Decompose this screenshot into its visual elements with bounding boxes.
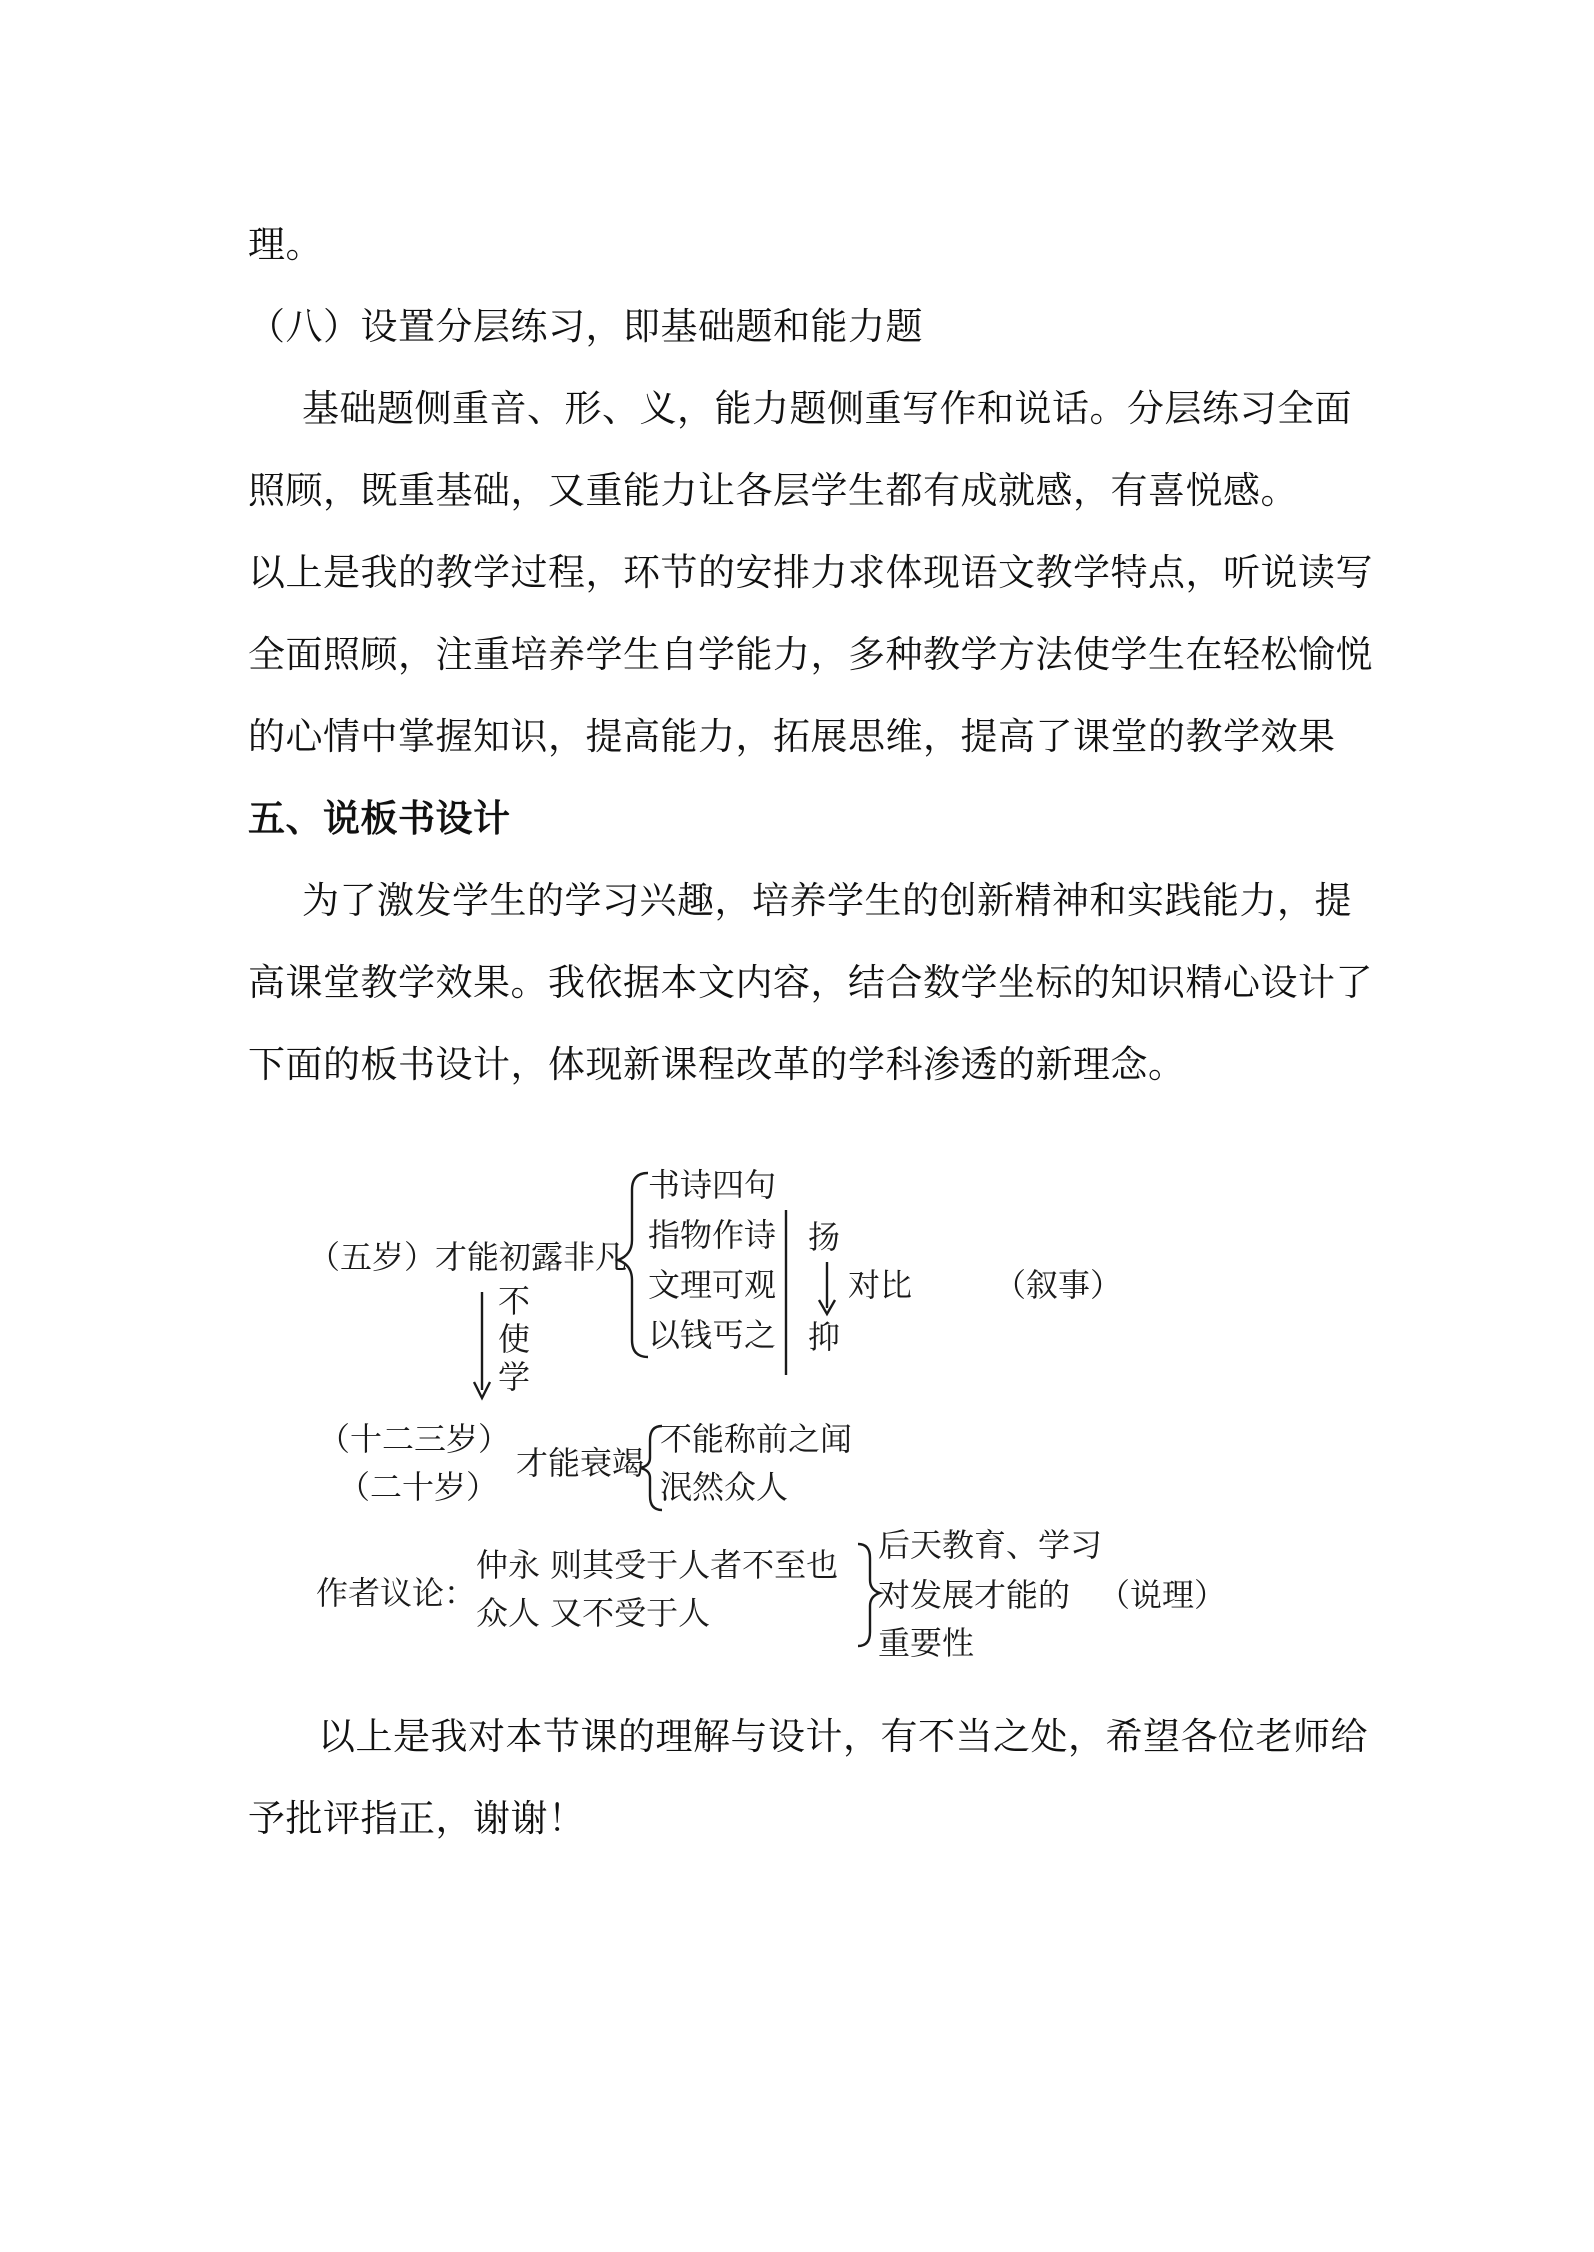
paragraph-line: 予批评指正，谢谢！ — [248, 1797, 586, 1840]
comment-brace — [858, 1544, 880, 1646]
praise-label: 扬 — [808, 1218, 841, 1256]
section-heading: 五、说板书设计 — [248, 797, 511, 840]
stage2-label: 才能衰竭 — [516, 1444, 645, 1482]
not-learn-char: 使 — [498, 1320, 531, 1358]
reasoning-label: （说理） — [1098, 1576, 1227, 1614]
stage1-item: 指物作诗 — [648, 1216, 777, 1254]
not-learn-char: 学 — [498, 1358, 531, 1396]
age-twelve-label: （十二三岁） — [318, 1420, 511, 1458]
conclusion-line: 重要性 — [878, 1624, 975, 1662]
paragraph-line: 高课堂教学效果。我依据本文内容，结合数学坐标的知识精心设计了 — [248, 961, 1373, 1004]
transition-arrow-head — [474, 1382, 490, 1398]
narration-label: （叙事） — [994, 1266, 1123, 1304]
contrast-arrow-head — [819, 1300, 835, 1314]
paragraph-line: 以上是我的教学过程，环节的安排力求体现语文教学特点，听说读写 — [248, 551, 1373, 594]
stage1-brace — [618, 1173, 648, 1357]
paragraph-line: 为了激发学生的学习兴趣，培养学生的创新精神和实践能力，提 — [302, 879, 1352, 922]
contrast-label: 对比 — [848, 1266, 913, 1304]
not-learn-char: 不 — [498, 1282, 531, 1320]
stage1-item: 以钱丐之 — [648, 1316, 777, 1354]
stage1-label: 才能初露非凡 — [435, 1238, 628, 1276]
age-five-label: （五岁） — [308, 1238, 437, 1276]
paragraph-line: 以上是我对本节课的理解与设计，有不当之处，希望各位老师给 — [318, 1715, 1368, 1758]
paragraph-line: 全面照顾，注重培养学生自学能力，多种教学方法使学生在轻松愉悦 — [248, 633, 1373, 676]
conclusion-line: 后天教育、学习 — [878, 1526, 1103, 1564]
comment-label: 作者议论： — [316, 1574, 477, 1612]
paragraph-line: 的心情中掌握知识，提高能力，拓展思维，提高了课堂的教学效果 — [248, 715, 1336, 758]
comment-line: 仲永 则其受于人者不至也 — [476, 1546, 839, 1584]
stage1-item: 文理可观 — [648, 1266, 777, 1304]
stage2-brace — [640, 1426, 662, 1510]
age-twenty-label: （二十岁） — [338, 1468, 499, 1506]
comment-line: 众人 又不受于人 — [476, 1594, 711, 1632]
stage2-item: 泯然众人 — [660, 1468, 789, 1506]
conclusion-line: 对发展才能的 — [878, 1576, 1071, 1614]
paragraph-line: 基础题侧重音、形、义，能力题侧重写作和说话。分层练习全面 — [302, 387, 1352, 430]
paragraph-line: 照顾，既重基础，又重能力让各层学生都有成就感，有喜悦感。 — [248, 469, 1298, 512]
stage1-item: 书诗四句 — [648, 1166, 777, 1204]
paragraph-line: 理。 — [248, 223, 323, 266]
suppress-label: 抑 — [808, 1318, 841, 1356]
paragraph-line: 下面的板书设计，体现新课程改革的学科渗透的新理念。 — [248, 1043, 1186, 1086]
section-subheading: （八）设置分层练习，即基础题和能力题 — [248, 305, 923, 348]
stage2-item: 不能称前之闻 — [660, 1420, 853, 1458]
